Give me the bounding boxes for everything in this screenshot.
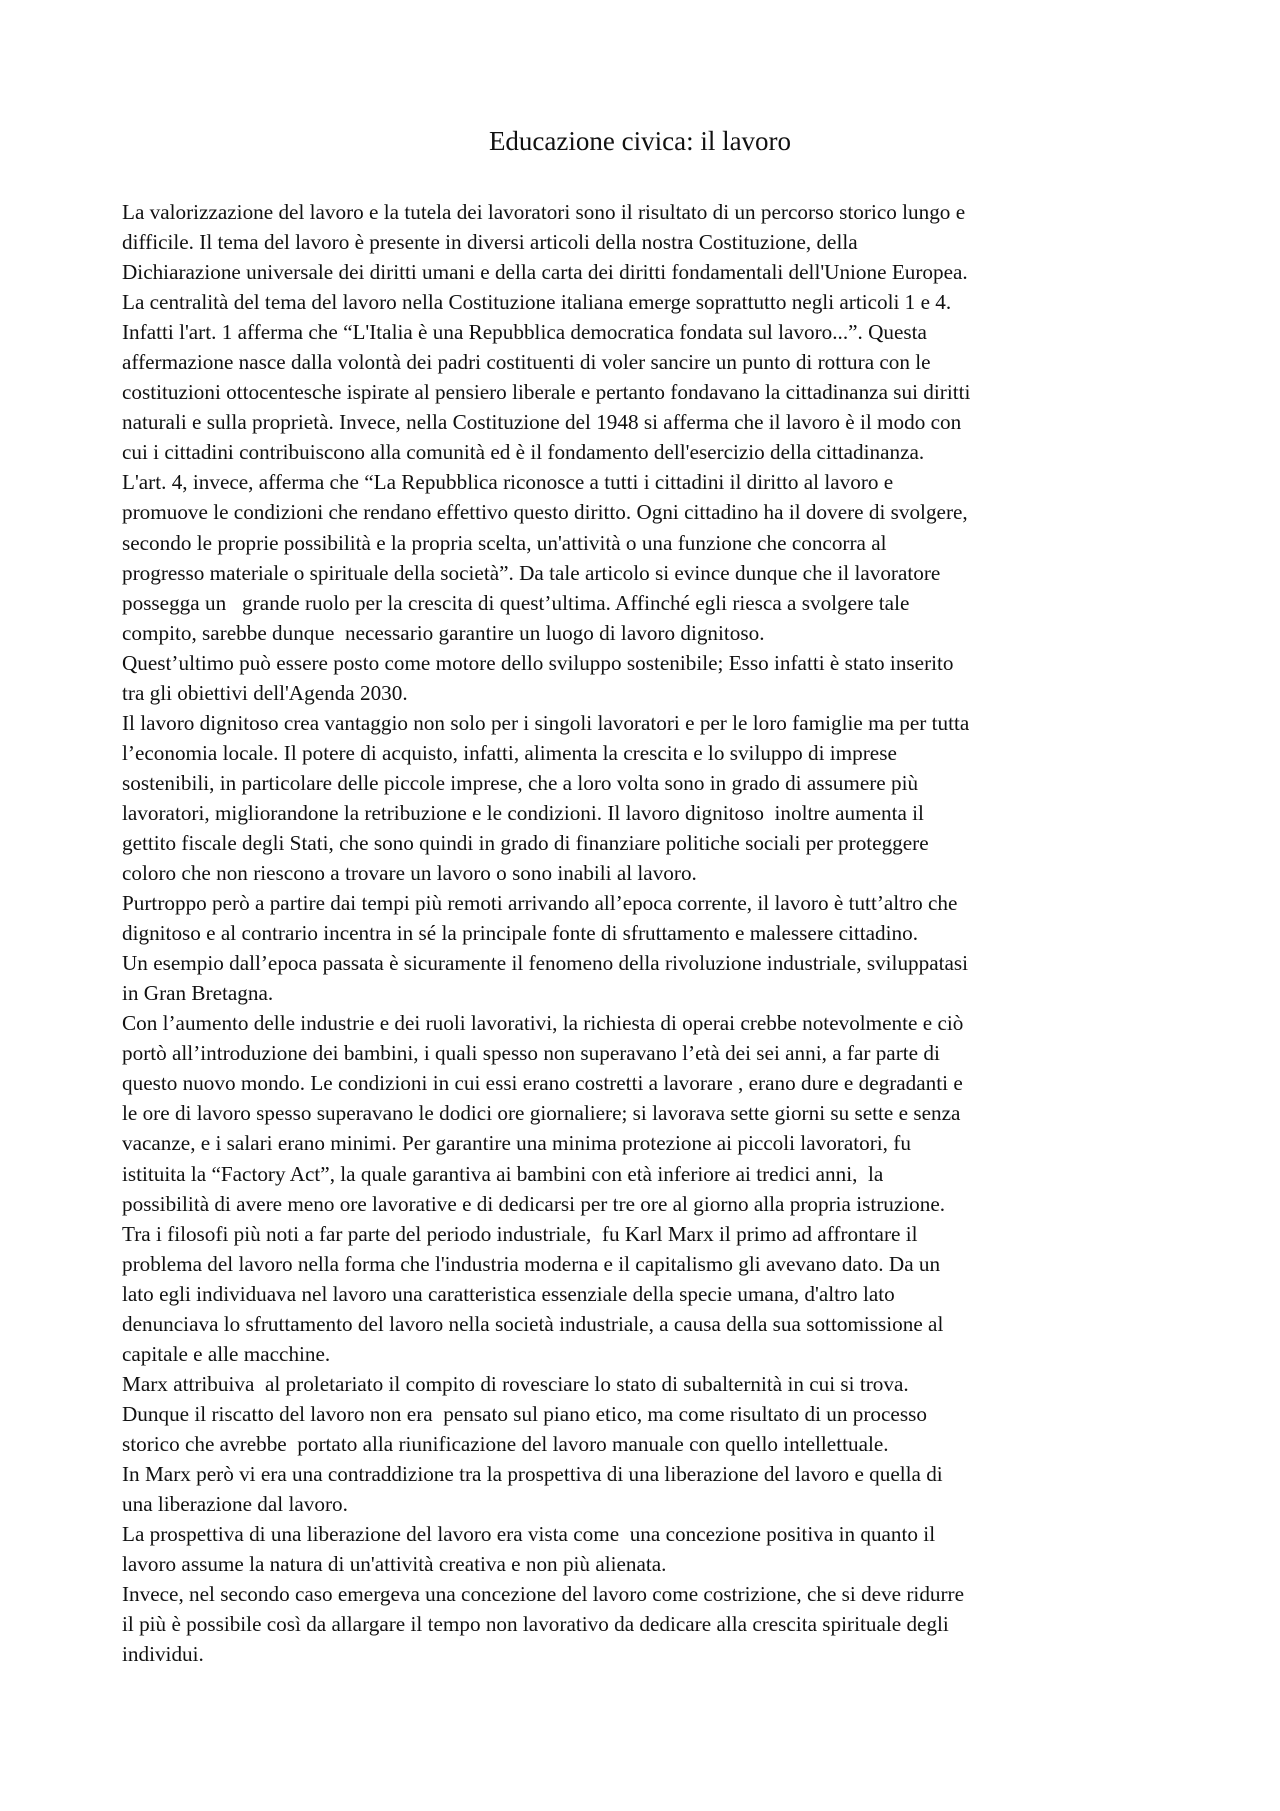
text-line: storico che avrebbe portato alla riunificazione del lavoro manuale con quello intellettuale. xyxy=(122,1431,889,1456)
text-line: lavoratori, migliorandone la retribuzione e le condizioni. Il lavoro dignitoso inoltre aumenta il xyxy=(122,800,924,825)
text-line: vacanze, e i salari erano minimi. Per garantire una minima protezione ai piccoli lavoratori, fu xyxy=(122,1131,911,1156)
text-line: questo nuovo mondo. Le condizioni in cui essi erano costretti a lavorare , erano dure e degradanti e xyxy=(122,1071,963,1096)
text-line: possegga un grande ruolo per la crescita di quest’ultima. Affinché egli riesca a svolgere tale xyxy=(122,590,910,615)
text-line: Un esempio dall’epoca passata è sicuramente il fenomeno della rivoluzione industriale, sviluppatasi xyxy=(122,951,969,976)
text-line: affermazione nasce dalla volontà dei padri costituenti di voler sancire un punto di rottura con le xyxy=(122,350,931,375)
text-line: cui i cittadini contribuiscono alla comunità ed è il fondamento dell'esercizio della cittadinanza. xyxy=(122,440,925,465)
text-line: promuove le condizioni che rendano effettivo questo diritto. Ogni cittadino ha il dovere di svolgere, xyxy=(122,500,968,525)
text-line: Il lavoro dignitoso crea vantaggio non solo per i singoli lavoratori e per le loro famiglie ma per tutta xyxy=(122,710,970,735)
text-line: La centralità del tema del lavoro nella Costituzione italiana emerge soprattutto negli articoli 1 e 4. xyxy=(122,290,952,315)
text-line: possibilità di avere meno ore lavorative e di dedicarsi per tre ore al giorno alla propria istruzione. xyxy=(122,1191,946,1216)
text-line: Con l’aumento delle industrie e dei ruoli lavorativi, la richiesta di operai crebbe notevolmente e ciò xyxy=(122,1011,964,1036)
text-line: Quest’ultimo può essere posto come motore dello sviluppo sostenibile; Esso infatti è stato inserito xyxy=(122,650,954,675)
text-line: problema del lavoro nella forma che l'industria moderna e il capitalismo gli avevano dato. Da un xyxy=(122,1251,941,1276)
text-line: dignitoso e al contrario incentra in sé la principale fonte di sfruttamento e malessere cittadino. xyxy=(122,921,919,946)
text-line: secondo le proprie possibilità e la propria scelta, un'attività o una funzione che concorra al xyxy=(122,530,887,555)
text-line: Marx attribuiva al proletariato il compito di rovesciare lo stato di subalternità in cui si trova. xyxy=(122,1371,909,1396)
text-line: istituita la “Factory Act”, la quale garantiva ai bambini con età inferiore ai tredici anni, la xyxy=(122,1161,884,1186)
text-line: coloro che non riescono a trovare un lavoro o sono inabili al lavoro. xyxy=(122,861,697,886)
text-line: compito, sarebbe dunque necessario garantire un luogo di lavoro dignitoso. xyxy=(122,620,765,645)
text-line: sostenibili, in particolare delle piccole imprese, che a loro volta sono in grado di assumere più xyxy=(122,770,919,795)
text-line: In Marx però vi era una contraddizione tra la prospettiva di una liberazione del lavoro e quella di xyxy=(122,1461,943,1486)
text-line: Infatti l'art. 1 afferma che “L'Italia è una Repubblica democratica fondata sul lavoro...”. Questa xyxy=(122,320,927,345)
text-line: costituzioni ottocentesche ispirate al pensiero liberale e pertanto fondavano la cittadinanza sui diritti xyxy=(122,380,971,405)
text-line: portò all’introduzione dei bambini, i quali spesso non superavano l’età dei sei anni, a far parte di xyxy=(122,1041,940,1066)
text-line: difficile. Il tema del lavoro è presente in diversi articoli della nostra Costituzione, della xyxy=(122,230,858,255)
text-line: Purtroppo però a partire dai tempi più remoti arrivando all’epoca corrente, il lavoro è tutt’altro che xyxy=(122,891,958,916)
text-line: La prospettiva di una liberazione del lavoro era vista come una concezione positiva in quanto il xyxy=(122,1522,936,1547)
document-body xyxy=(122,197,1172,1669)
text-line: l’economia locale. Il potere di acquisto, infatti, alimenta la crescita e lo sviluppo di imprese xyxy=(122,740,897,765)
text-line: in Gran Bretagna. xyxy=(122,981,274,1006)
text-line: le ore di lavoro spesso superavano le dodici ore giornaliere; si lavorava sette giorni su sette e senza xyxy=(122,1101,961,1126)
text-line: Dichiarazione universale dei diritti umani e della carta dei diritti fondamentali dell'Unione Europea. xyxy=(122,260,968,285)
text-line: gettito fiscale degli Stati, che sono quindi in grado di finanziare politiche sociali per proteggere xyxy=(122,830,929,855)
text-line: denunciava lo sfruttamento del lavoro nella società industriale, a causa della sua sottomissione al xyxy=(122,1311,944,1336)
text-line: L'art. 4, invece, afferma che “La Repubblica riconosce a tutti i cittadini il diritto al lavoro e xyxy=(122,470,894,495)
text-line: progresso materiale o spirituale della società”. Da tale articolo si evince dunque che il lavoratore xyxy=(122,560,941,585)
text-line: Invece, nel secondo caso emergeva una concezione del lavoro come costrizione, che si deve ridurre xyxy=(122,1582,965,1607)
text-line: individui. xyxy=(122,1642,204,1667)
text-line: lato egli individuava nel lavoro una caratteristica essenziale della specie umana, d'altro lato xyxy=(122,1281,895,1306)
text-line: Dunque il riscatto del lavoro non era pensato sul piano etico, ma come risultato di un processo xyxy=(122,1401,927,1426)
text-line: capitale e alle macchine. xyxy=(122,1341,331,1366)
page-title: Educazione civica: il lavoro xyxy=(488,126,792,156)
text-line: lavoro assume la natura di un'attività creativa e non più alienata. xyxy=(122,1552,667,1577)
text-line: naturali e sulla proprietà. Invece, nella Costituzione del 1948 si afferma che il lavoro è il modo con xyxy=(122,410,962,435)
text-line: una liberazione dal lavoro. xyxy=(122,1492,348,1517)
text-line: Tra i filosofi più noti a far parte del periodo industriale, fu Karl Marx il primo ad affrontare il xyxy=(122,1221,918,1246)
text-line: il più è possibile così da allargare il tempo non lavorativo da dedicare alla crescita spirituale degli xyxy=(122,1612,949,1637)
text-line: La valorizzazione del lavoro e la tutela dei lavoratori sono il risultato di un percorso storico lungo e xyxy=(122,200,966,224)
text-line: tra gli obiettivi dell'Agenda 2030. xyxy=(122,680,408,705)
